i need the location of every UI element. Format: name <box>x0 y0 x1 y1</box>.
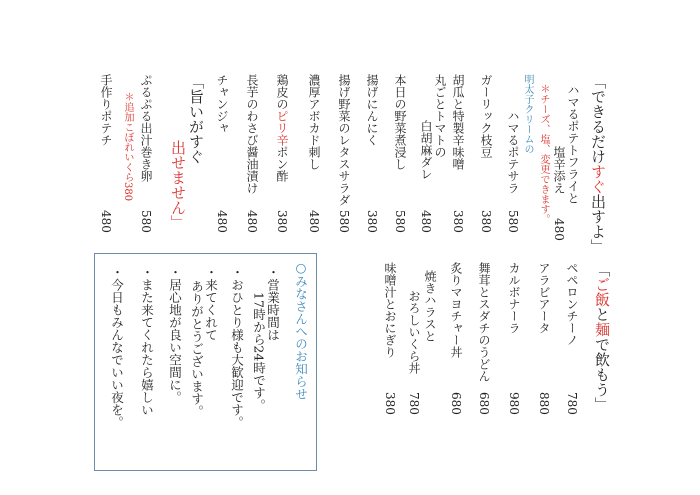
menu-item-potato-fry-line2: 塩辛添え <box>552 146 566 194</box>
menu-item-price: 380 <box>479 210 493 233</box>
notice-line: ・今日もみんなでいい夜を。 <box>109 266 125 429</box>
menu-item-mayo-chadon: 炙りマヨチャー丼 <box>449 262 463 358</box>
menu-item-price: 480 <box>215 210 229 233</box>
section1-header: 「できるだけすぐ出すよ」 <box>589 74 607 254</box>
menu-item-price: 480 <box>552 218 566 241</box>
menu-item-price: 680 <box>477 392 491 415</box>
menu-item-price: 480 <box>99 210 113 233</box>
menu-item-tomato-line2: 白胡麻ダレ <box>419 120 433 180</box>
menu-item-harasu-line2: おろしいくら丼 <box>407 290 421 374</box>
menu-item-price: 480 <box>307 210 321 233</box>
menu-item-price: 780 <box>407 392 421 415</box>
menu-item-torikawa: 鶏皮のピリ辛ポン酢 <box>275 74 289 182</box>
notice-line: ありがとうございます。 <box>189 280 205 418</box>
menu-item-price: 480 <box>245 210 259 233</box>
menu-item-potato-fry: ハマるポテトフライと <box>566 84 580 204</box>
menu-subheader: 明太子クリームの <box>522 74 533 154</box>
section3-header: 「ご飯と麺で飲もう」 <box>593 262 611 412</box>
menu-item-price: 380 <box>275 210 289 233</box>
menu-item-price: 580 <box>393 210 407 233</box>
section2-header-line1: 「旨いがすぐ <box>187 74 205 164</box>
menu-item-dashimaki: ぷるぷる出汁巻き卵 <box>139 74 153 182</box>
menu-item-tomato: 丸ごとトマトの <box>433 74 447 158</box>
notice-line: ・営業時間は <box>265 266 281 341</box>
menu-item-arrabbiata: アラビアータ <box>537 262 551 334</box>
menu-item-kyuri: 胡瓜と特製辛味噌 <box>451 74 465 170</box>
menu-item-changja: チャンジャ <box>215 74 229 134</box>
notice-line: 17時から24時です。 <box>251 292 267 412</box>
menu-item-price: 980 <box>507 392 521 415</box>
menu-item-nibitashi: 本日の野菜煮浸し <box>393 74 407 170</box>
menu-item-lettuce-salad: 揚げ野菜のレタスサラダ <box>337 74 351 206</box>
menu-item-harasu: 焼きハラスと <box>423 270 437 342</box>
menu-item-price: 380 <box>383 392 397 415</box>
menu-item-price: 380 <box>365 210 379 233</box>
section2-header-line2: 出せません」 <box>169 140 187 230</box>
notice-line: ・また来てくれたら嬉しい <box>139 266 155 416</box>
menu-item-price: 880 <box>537 392 551 415</box>
menu-item-nagaimo: 長芋のわさび醤油漬け <box>245 74 259 194</box>
menu-item-garlic: 揚げにんにく <box>365 74 379 146</box>
menu-item-price: 780 <box>565 392 579 415</box>
menu-item-price: 580 <box>506 210 520 233</box>
menu-item-misoshiru: 味噌汁とおにぎり <box>383 262 397 358</box>
menu-item-price: 580 <box>337 210 351 233</box>
menu-item-avocado: 濃厚アボカド刺し <box>307 74 321 170</box>
menu-item-price: 580 <box>139 210 153 233</box>
menu-item-carbonara: カルボナーラ <box>507 262 521 334</box>
menu-item-udon: 舞茸とスダチのうどん <box>477 262 491 382</box>
menu-item-price: 680 <box>449 392 463 415</box>
menu-item-price: 480 <box>419 210 433 233</box>
menu-item-edamame: ガーリック枝豆 <box>479 74 493 158</box>
menu-item-peperoncino: ペペロンチーノ <box>565 262 579 346</box>
menu-note: ＊チーズ、塩、変更できます。 <box>538 84 549 224</box>
menu-item-potechi: 手作りポテチ <box>99 74 113 146</box>
notice-line: ・来てくれて <box>203 266 219 341</box>
notice-line: ・おひとり様も大歓迎です。 <box>229 266 245 429</box>
menu-item-price: 380 <box>451 210 465 233</box>
menu-note: ＊追加こぼれいくら380 <box>122 92 133 202</box>
menu-item-potesara: ハマるポテサラ <box>506 110 520 194</box>
notice-line: ・居心地が良い空間に。 <box>167 266 183 404</box>
notice-title: ○みなさんへのお知らせ <box>293 260 309 400</box>
